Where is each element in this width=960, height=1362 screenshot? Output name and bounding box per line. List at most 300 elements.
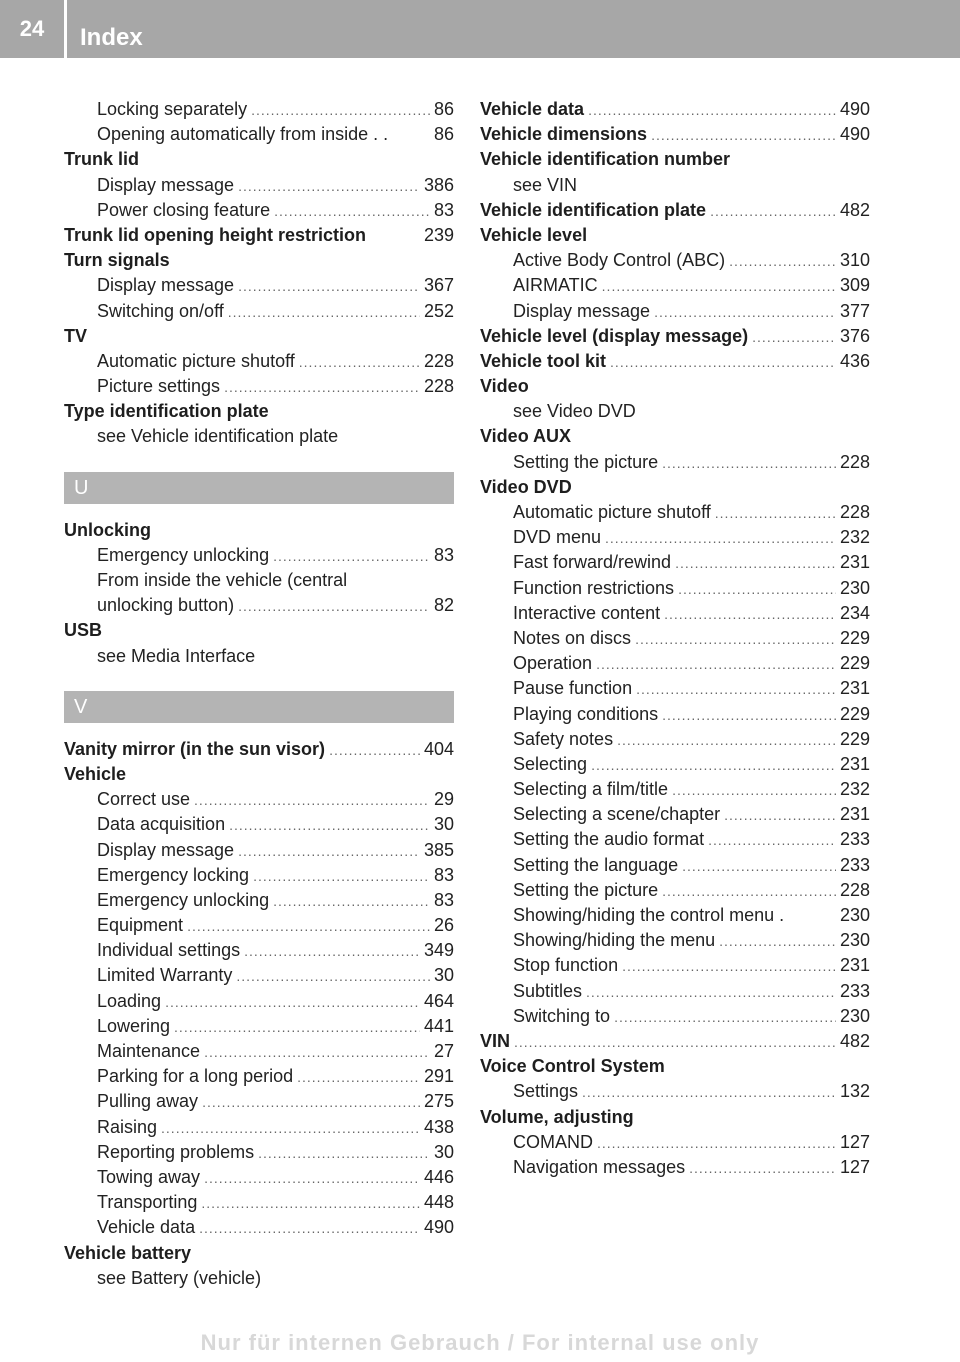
page-reference[interactable]: 232 <box>839 527 870 548</box>
index-subentry[interactable] <box>64 173 454 198</box>
index-subentry[interactable] <box>64 1064 454 1089</box>
entry-label: Turn signals <box>64 250 170 271</box>
index-subentry[interactable] <box>64 543 454 568</box>
page-reference[interactable]: 490 <box>839 99 870 119</box>
entry-label: see Vehicle identification plate <box>97 426 339 447</box>
index-entry[interactable] <box>480 349 870 374</box>
index-subentry[interactable] <box>64 888 454 913</box>
dot-leader <box>614 1005 836 1029</box>
index-subentry[interactable] <box>64 1115 454 1140</box>
page-reference[interactable]: 232 <box>839 779 870 800</box>
entry-label: Equipment <box>97 915 184 936</box>
entry-label: Notes on discs <box>513 627 632 648</box>
dot-leader <box>299 350 420 374</box>
page-reference[interactable]: 231 <box>839 753 870 774</box>
index-subentry <box>64 1266 454 1291</box>
page-reference[interactable]: 404 <box>423 738 454 759</box>
entry-label: Display message <box>97 275 235 296</box>
index-column-right <box>480 97 870 1180</box>
entry-label: Automatic picture shutoff <box>513 502 711 522</box>
dot-leader <box>273 889 430 913</box>
index-entry[interactable] <box>64 223 454 248</box>
index-entry <box>480 475 870 500</box>
dot-leader <box>729 249 836 273</box>
index-subentry[interactable] <box>480 802 870 827</box>
index-subentry[interactable] <box>480 248 870 273</box>
dot-leader <box>724 803 836 827</box>
page-reference[interactable]: 310 <box>839 250 870 271</box>
index-entry <box>480 1054 870 1079</box>
entry-label: Switching on/off <box>97 300 224 321</box>
index-subentry <box>480 173 870 198</box>
dot-leader <box>719 929 836 953</box>
dot-leader <box>622 954 836 978</box>
index-entry <box>480 223 870 248</box>
index-entry <box>64 618 454 643</box>
page-reference[interactable]: 441 <box>423 1015 454 1036</box>
page-reference[interactable]: 230 <box>839 930 870 951</box>
dot-leader <box>715 501 836 525</box>
dot-leader <box>662 451 836 475</box>
page-reference[interactable]: 132 <box>839 1081 870 1102</box>
index-subentry[interactable] <box>480 676 870 701</box>
dot-leader <box>238 274 420 298</box>
entry-label: Parking for a long period <box>97 1066 294 1087</box>
dot-leader <box>591 753 836 777</box>
entry-label: AIRMATIC <box>513 275 598 296</box>
entry-label: Vehicle tool kit <box>480 350 607 371</box>
index-subentry[interactable] <box>64 374 454 399</box>
dot-leader <box>201 1191 420 1215</box>
entry-label: see Video DVD <box>513 401 636 422</box>
dot-leader <box>664 602 836 626</box>
entry-label: Trunk lid opening height restriction <box>64 224 367 245</box>
index-subentry[interactable] <box>480 752 870 777</box>
entry-label: Vehicle dimensions <box>480 124 648 145</box>
page-reference[interactable]: 231 <box>839 678 870 699</box>
index-subentry[interactable] <box>480 1155 870 1180</box>
entry-label: unlocking button) <box>97 595 235 616</box>
entry-label: Vehicle identification number <box>480 149 731 170</box>
index-subentry[interactable] <box>64 122 454 147</box>
entry-label: Interactive content <box>513 602 661 623</box>
index-subentry[interactable] <box>64 989 454 1014</box>
page-reference[interactable]: 438 <box>423 1116 454 1137</box>
index-subentry[interactable] <box>64 1165 454 1190</box>
entry-label: Function restrictions <box>513 577 675 598</box>
dot-leader <box>297 1065 420 1089</box>
page-reference[interactable]: 252 <box>423 300 454 321</box>
dot-leader <box>202 1090 420 1114</box>
entry-label: Locking separately <box>97 99 248 119</box>
page-reference[interactable]: 229 <box>839 703 870 724</box>
index-subentry[interactable] <box>64 913 454 938</box>
index-entry <box>64 1241 454 1266</box>
entry-label: Volume, adjusting <box>480 1106 634 1127</box>
index-subentry[interactable] <box>64 1190 454 1215</box>
entry-label: Vanity mirror (in the sun visor) <box>64 738 326 759</box>
entry-label: Stop function <box>513 955 619 976</box>
entry-label: Transporting <box>97 1192 198 1213</box>
entry-label: USB <box>64 620 103 641</box>
entry-label: Active Body Control (ABC) <box>513 250 726 271</box>
entry-label: Emergency locking <box>97 864 250 885</box>
entry-label: Display message <box>97 839 235 860</box>
dot-leader <box>596 652 836 676</box>
entry-label: From inside the vehicle (central <box>97 570 348 590</box>
dot-leader <box>662 879 836 903</box>
entry-label: Automatic picture shutoff <box>97 350 295 371</box>
entry-label: Emergency unlocking <box>97 544 270 565</box>
entry-label: Emergency unlocking <box>97 889 270 910</box>
index-subentry[interactable] <box>480 525 870 550</box>
entry-label: Opening automatically from inside . . <box>97 124 389 145</box>
index-entry[interactable] <box>64 737 454 762</box>
index-entry <box>480 1105 870 1130</box>
index-subentry[interactable] <box>64 1014 454 1039</box>
page-reference[interactable]: 229 <box>839 728 870 749</box>
index-entry <box>480 147 870 172</box>
entry-label: see Media Interface <box>97 645 256 666</box>
dot-leader <box>194 788 430 812</box>
entry-label: Vehicle battery <box>64 1242 192 1263</box>
dot-leader <box>273 544 430 568</box>
entry-label: Showing/hiding the menu <box>513 930 716 951</box>
dot-leader <box>238 174 420 198</box>
index-subentry[interactable] <box>480 979 870 1004</box>
index-subentry[interactable] <box>480 550 870 575</box>
index-subentry[interactable] <box>480 903 870 928</box>
page-reference[interactable]: 86 <box>433 99 454 119</box>
index-subentry[interactable] <box>480 928 870 953</box>
index-subentry[interactable] <box>480 727 870 752</box>
entry-label: Safety notes <box>513 728 614 749</box>
entry-label: Selecting <box>513 753 588 774</box>
footer-watermark: Nur für internen Gebrauch / For internal use only <box>200 1330 760 1355</box>
entry-label: Selecting a scene/chapter <box>513 804 721 825</box>
entry-label: Individual settings <box>97 940 241 961</box>
dot-leader <box>161 1116 420 1140</box>
dot-leader <box>678 577 836 601</box>
entry-label: Type identification plate <box>64 401 269 422</box>
entry-label: Unlocking <box>64 519 152 540</box>
entry-label: see Battery (vehicle) <box>97 1267 262 1288</box>
page-reference[interactable]: 228 <box>839 502 870 522</box>
index-subentry[interactable] <box>64 593 454 618</box>
entry-label: DVD menu <box>513 527 602 548</box>
dot-leader <box>617 728 836 752</box>
entry-label: Fast forward/rewind <box>513 552 672 573</box>
entry-label: Reporting problems <box>97 1141 255 1162</box>
entry-label: Vehicle level <box>480 224 588 245</box>
index-subentry[interactable] <box>480 500 870 525</box>
index-subentry[interactable] <box>64 963 454 988</box>
index-subentry[interactable] <box>480 576 870 601</box>
index-subentry[interactable] <box>64 349 454 374</box>
page-reference[interactable]: 231 <box>839 552 870 573</box>
dot-leader <box>708 828 836 852</box>
dot-leader <box>682 854 836 878</box>
index-subentry[interactable] <box>480 827 870 852</box>
entry-label: Setting the audio format <box>513 829 705 850</box>
entry-label: Subtitles <box>513 980 583 1001</box>
dot-leader <box>258 1141 430 1165</box>
index-subentry[interactable] <box>480 878 870 903</box>
dot-leader <box>174 1015 420 1039</box>
entry-label: Lowering <box>97 1015 171 1036</box>
page-reference[interactable]: 29 <box>433 789 454 810</box>
dot-leader <box>662 703 836 727</box>
dot-leader <box>199 1216 420 1240</box>
page-reference[interactable]: 228 <box>839 879 870 900</box>
entry-label: Video AUX <box>480 426 572 447</box>
page-reference[interactable]: 233 <box>839 829 870 850</box>
index-subentry[interactable] <box>64 1089 454 1114</box>
page-reference[interactable]: 229 <box>839 653 870 674</box>
page-reference[interactable]: 482 <box>839 1030 870 1051</box>
page-reference[interactable]: 386 <box>423 174 454 195</box>
page-reference[interactable]: 83 <box>433 199 454 220</box>
index-subentry[interactable] <box>480 1079 870 1104</box>
dot-leader <box>610 350 836 374</box>
index-subentry[interactable] <box>64 838 454 863</box>
page-reference[interactable]: 349 <box>423 940 454 961</box>
page-reference[interactable]: 228 <box>839 451 870 472</box>
page-reference[interactable]: 233 <box>839 854 870 875</box>
index-subentry <box>64 644 454 669</box>
dot-leader <box>605 526 836 550</box>
entry-label: VIN <box>480 1030 511 1051</box>
index-column-left <box>64 97 454 1291</box>
index-subentry[interactable] <box>480 853 870 878</box>
dot-leader <box>274 199 430 223</box>
index-subentry[interactable] <box>480 601 870 626</box>
index-entry <box>64 518 454 543</box>
entry-label: Video <box>480 376 529 397</box>
index-subentry[interactable] <box>64 97 454 122</box>
dot-leader <box>588 98 836 122</box>
index-subentry[interactable] <box>64 812 454 837</box>
entry-label: Setting the picture <box>513 451 659 472</box>
dot-leader <box>752 325 836 349</box>
index-subentry[interactable] <box>480 777 870 802</box>
page-reference[interactable]: 228 <box>423 376 454 397</box>
entry-label: Vehicle identification plate <box>480 199 707 220</box>
dot-leader <box>329 738 420 762</box>
entry-label: TV <box>64 325 88 346</box>
dot-leader <box>635 627 836 651</box>
index-subentry[interactable] <box>480 299 870 324</box>
page-reference[interactable]: 127 <box>839 1131 870 1152</box>
entry-label: Selecting a film/title <box>513 779 669 800</box>
index-subentry[interactable] <box>480 702 870 727</box>
dot-leader <box>689 1156 836 1180</box>
index-subentry[interactable] <box>480 450 870 475</box>
header-divider <box>64 0 67 58</box>
dot-leader <box>224 375 420 399</box>
page-reference[interactable]: 230 <box>839 905 870 925</box>
page-reference[interactable]: 239 <box>423 224 454 245</box>
index-subentry <box>480 399 870 424</box>
page-reference[interactable]: 231 <box>839 804 870 825</box>
page-reference[interactable]: 233 <box>839 980 870 1001</box>
entry-label: Display message <box>97 174 235 195</box>
index-subentry[interactable] <box>64 1215 454 1240</box>
dot-leader <box>229 813 430 837</box>
index-subentry[interactable] <box>480 626 870 651</box>
page-reference[interactable]: 234 <box>839 602 870 623</box>
index-subentry[interactable] <box>64 938 454 963</box>
page-reference[interactable]: 231 <box>839 955 870 976</box>
entry-label: Vehicle data <box>97 1217 196 1238</box>
dot-leader <box>514 1030 836 1054</box>
page-reference[interactable]: 229 <box>839 627 870 648</box>
dot-leader <box>586 980 836 1004</box>
dot-leader <box>228 300 420 324</box>
index-subentry[interactable] <box>64 299 454 324</box>
dot-leader <box>251 98 430 122</box>
index-subentry <box>64 568 454 593</box>
entry-label: Settings <box>513 1081 579 1102</box>
page-reference[interactable]: 436 <box>839 350 870 371</box>
index-subentry[interactable] <box>64 863 454 888</box>
entry-label: Picture settings <box>97 376 221 397</box>
entry-label: Vehicle data <box>480 99 585 119</box>
page-reference[interactable]: 291 <box>423 1066 454 1087</box>
entry-label: see VIN <box>513 174 578 195</box>
dot-leader <box>253 864 430 888</box>
entry-label: Switching to <box>513 1005 611 1026</box>
page-reference[interactable]: 448 <box>423 1192 454 1213</box>
entry-label: Display message <box>513 300 651 321</box>
index-entry <box>64 762 454 787</box>
page-reference[interactable]: 127 <box>839 1156 870 1177</box>
page-reference[interactable]: 490 <box>423 1217 454 1238</box>
entry-label: Data acquisition <box>97 814 226 835</box>
page-reference[interactable]: 446 <box>423 1166 454 1187</box>
dot-leader <box>236 964 430 988</box>
page-reference[interactable]: 26 <box>433 915 454 936</box>
dot-leader <box>672 778 836 802</box>
index-subentry[interactable] <box>64 787 454 812</box>
entry-label: Trunk lid <box>64 149 140 170</box>
index-entry <box>64 248 454 273</box>
entry-label: Voice Control System <box>480 1056 665 1077</box>
page-reference[interactable]: 27 <box>433 1041 454 1061</box>
entry-label: Playing conditions <box>513 703 659 724</box>
page-reference[interactable]: 83 <box>433 544 454 565</box>
entry-label: COMAND <box>513 1131 593 1152</box>
index-subentry[interactable] <box>480 1130 870 1155</box>
index-subentry[interactable] <box>64 1039 454 1064</box>
entry-label: Towing away <box>97 1166 201 1187</box>
index-section-header: V <box>64 691 454 723</box>
entry-label: Vehicle <box>64 763 127 784</box>
page-reference[interactable]: 30 <box>433 965 454 986</box>
page-reference[interactable]: 385 <box>423 839 454 860</box>
dot-leader <box>710 199 836 223</box>
entry-label: Maintenance <box>97 1041 201 1061</box>
index-entry[interactable] <box>480 198 870 223</box>
dot-leader <box>244 939 420 963</box>
dot-leader <box>165 990 420 1014</box>
dot-leader <box>597 1131 836 1155</box>
index-subentry[interactable] <box>64 273 454 298</box>
index-entry <box>480 374 870 399</box>
page-number: 24 <box>19 16 45 41</box>
page-reference[interactable]: 83 <box>433 889 454 910</box>
page-reference[interactable]: 82 <box>433 595 454 616</box>
entry-label: Navigation messages <box>513 1156 686 1177</box>
index-entry[interactable] <box>480 1029 870 1054</box>
index-entry[interactable] <box>480 324 870 349</box>
page-reference[interactable]: 230 <box>839 577 870 598</box>
index-subentry[interactable] <box>480 1004 870 1029</box>
page-reference[interactable]: 490 <box>839 124 870 145</box>
index-subentry[interactable] <box>64 198 454 223</box>
index-entry <box>64 399 454 424</box>
page-reference[interactable]: 464 <box>423 990 454 1011</box>
dot-leader <box>654 300 836 324</box>
page-reference[interactable]: 230 <box>839 1005 870 1026</box>
index-subentry[interactable] <box>64 1140 454 1165</box>
dot-leader <box>582 1080 836 1104</box>
entry-label: Showing/hiding the control menu . <box>513 905 785 925</box>
entry-label: Vehicle level (display message) <box>480 325 749 346</box>
index-subentry <box>64 424 454 449</box>
index-subentry[interactable] <box>480 651 870 676</box>
dot-leader <box>238 594 430 618</box>
dot-leader <box>204 1166 420 1190</box>
page-reference[interactable]: 376 <box>839 325 870 346</box>
page-reference[interactable]: 86 <box>433 124 454 145</box>
page-reference[interactable]: 30 <box>433 1141 454 1162</box>
index-entry <box>64 324 454 349</box>
page-reference[interactable]: 367 <box>423 275 454 296</box>
entry-label: Limited Warranty <box>97 965 233 986</box>
index-entry[interactable] <box>480 122 870 147</box>
entry-label: Pulling away <box>97 1091 199 1112</box>
entry-label: Raising <box>97 1116 158 1137</box>
page-reference[interactable]: 482 <box>839 199 870 220</box>
entry-label: Operation <box>513 653 593 674</box>
entry-label: Pause function <box>513 678 633 699</box>
page-reference[interactable]: 30 <box>433 814 454 835</box>
index-entry[interactable] <box>480 97 870 122</box>
entry-label: Setting the picture <box>513 879 659 900</box>
page-reference[interactable]: 275 <box>423 1091 454 1112</box>
dot-leader <box>602 274 836 298</box>
entry-label: Loading <box>97 990 162 1011</box>
page-reference[interactable]: 228 <box>423 350 454 371</box>
dot-leader <box>204 1040 430 1064</box>
index-section-header: U <box>64 472 454 504</box>
page-header <box>0 0 960 58</box>
page-title: Index <box>80 24 143 51</box>
dot-leader <box>238 839 420 863</box>
dot-leader <box>636 677 836 701</box>
index-subentry[interactable] <box>480 953 870 978</box>
dot-leader <box>675 551 836 575</box>
entry-label: Power closing feature <box>97 199 271 220</box>
page-reference[interactable]: 83 <box>433 864 454 885</box>
entry-label: Video DVD <box>480 476 572 497</box>
index-subentry[interactable] <box>480 273 870 298</box>
page-reference[interactable]: 377 <box>839 300 870 321</box>
page-reference[interactable]: 309 <box>839 275 870 296</box>
dot-leader <box>187 914 430 938</box>
dot-leader <box>651 123 836 147</box>
